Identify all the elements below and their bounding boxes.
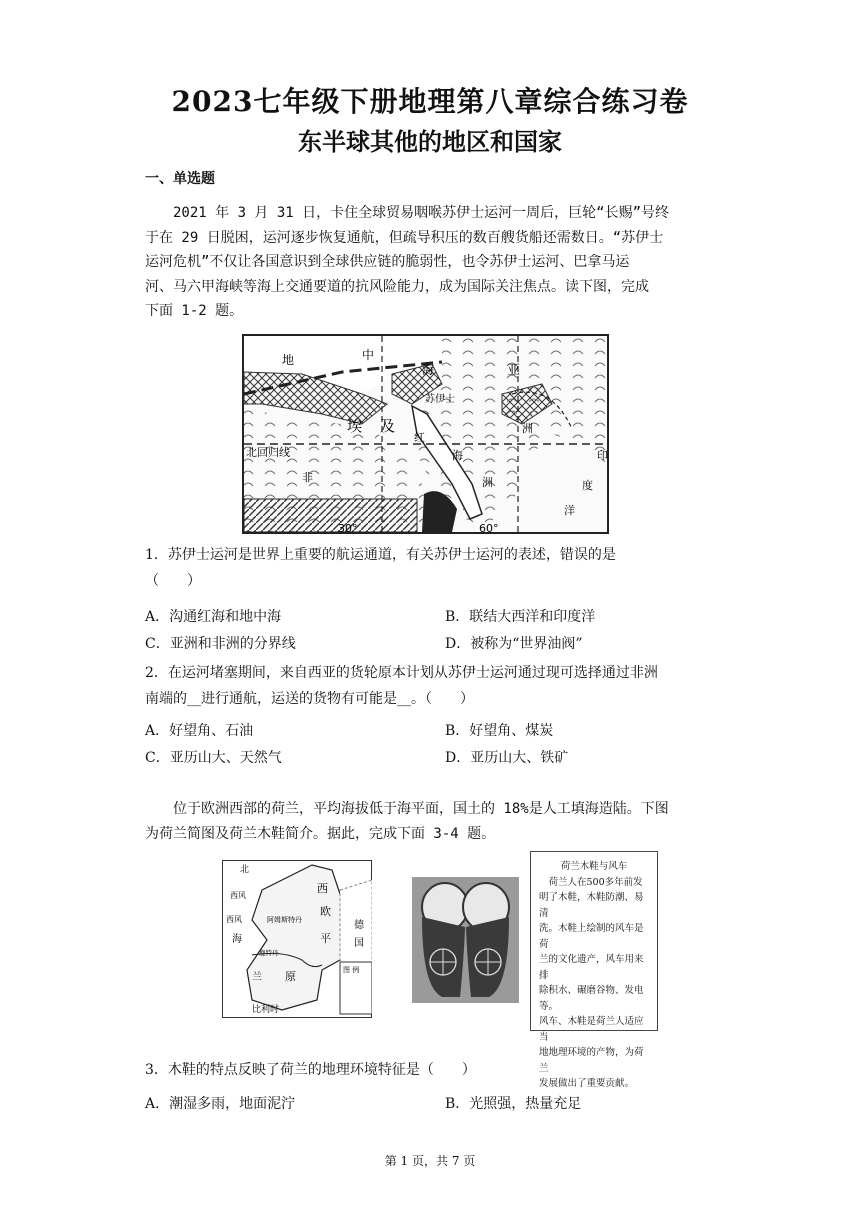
info-box-line: 明了木鞋，木鞋防潮、易清	[539, 892, 644, 919]
option-b: B．光照强，热量充足	[445, 1096, 582, 1112]
page-title: 2023七年级下册地理第八章综合练习卷	[171, 85, 689, 118]
map1-label: 海	[422, 363, 435, 377]
page-subtitle: 东半球其他的地区和国家	[298, 127, 562, 156]
map1-label: 红	[414, 431, 425, 444]
option-b: B．好望角、煤炭	[445, 723, 554, 739]
map2-label: 兰	[252, 972, 262, 983]
map1-label: 印	[597, 449, 608, 462]
map2-legend-title: 图 例	[343, 966, 360, 974]
map1-label: 地	[282, 353, 295, 367]
map2-label: 欧	[320, 905, 331, 918]
suez-map-figure	[242, 334, 609, 534]
passage-2	[145, 797, 730, 846]
option-c: C．亚洲和非洲的分界线	[145, 636, 296, 652]
map1-label: 海	[452, 449, 463, 462]
option-d: D．亚历山大、铁矿	[445, 750, 569, 766]
map2-label: 比利时	[252, 1005, 280, 1015]
info-box-line: 发展做出了重要贡献。	[539, 1078, 635, 1089]
map1-label: 非	[302, 471, 313, 484]
passage-1-line: 运河危机”不仅让各国意识到全球供应链的脆弱性，也令苏伊士运河、巴拿马运	[145, 254, 630, 270]
map2-label: 海	[232, 934, 242, 945]
passage-1-line: 河、马六甲海峡等海上交通要道的抗风险能力，成为国际关注焦点。读下图，完成	[145, 278, 649, 295]
option-d: D．被称为“世界油阀”	[445, 636, 583, 652]
map2-label: 原	[285, 970, 296, 983]
info-box-line: 洗。木鞋上绘制的风车是荷	[539, 923, 644, 950]
passage-1	[145, 201, 730, 324]
map1-label: 及	[380, 417, 396, 435]
info-box-line: 风车、木鞋是荷兰人适应当	[539, 1016, 644, 1043]
map2-label: 鹿特丹	[259, 949, 279, 957]
map1-label: 洲	[482, 476, 493, 489]
passage-2-line: 位于欧洲西部的荷兰，平均海拔低于海平面，国土的 18%是人工填海造陆。下图	[145, 801, 669, 817]
map1-label: 60°	[479, 522, 499, 534]
map1-label: 北回归线	[246, 446, 290, 459]
map1-label: 洋	[564, 504, 575, 517]
option-b: B．联结大西洋和印度洋	[445, 609, 596, 625]
map2-label: 平	[320, 932, 331, 945]
info-box-line: 荷兰人在500多年前发	[539, 876, 643, 888]
option-a: A．沟通红海和地中海	[145, 609, 282, 625]
wooden-shoe-photo	[412, 877, 519, 1003]
map1-label: 度	[582, 479, 593, 492]
question-1	[145, 542, 735, 594]
map2-label: 北	[240, 865, 250, 875]
map1-label: 中	[362, 348, 375, 362]
passage-1-line: 于在 29 日脱困，运河逐步恢复通航，但疏导积压的数百艘货船还需数日。“苏伊士	[145, 229, 664, 246]
map2-label: 西风	[230, 891, 246, 900]
question-1-stem-bracket: （ ）	[145, 573, 201, 589]
map1-label: 亚	[507, 363, 521, 378]
section-heading: 一、单选题	[145, 171, 215, 187]
map1-label: 洲	[522, 422, 533, 435]
map2-label: 国	[354, 938, 364, 949]
info-box-title: 荷兰木鞋与风车	[560, 861, 628, 872]
map1-label: 30°	[338, 522, 358, 534]
passage-2-line: 为荷兰简图及荷兰木鞋简介。据此，完成下面 3-4 题。	[145, 825, 496, 842]
netherlands-map-figure	[222, 860, 372, 1018]
passage-1-line: 下面 1-2 题。	[145, 303, 244, 319]
passage-1-line: 2021 年 3 月 31 日，卡住全球贸易咽喉苏伊士运河一周后，巨轮“长赐”号终	[145, 205, 670, 221]
map2-label: 西	[317, 882, 328, 895]
map1-label: 苏伊士	[425, 394, 455, 405]
question-2-stem-line2: 南端的__进行通航，运送的货物有可能是__。（ ）	[145, 691, 474, 707]
info-box-line: 除积水、碾磨谷物、发电等。	[539, 985, 644, 1012]
option-a: A．潮湿多雨，地面泥泞	[145, 1096, 296, 1112]
map2-label: 阿姆斯特丹	[267, 916, 302, 924]
wooden-shoe-info-box	[530, 851, 658, 1089]
page-footer: 第 1 页，共 7 页	[384, 1154, 476, 1168]
question-3-stem: 3．木鞋的特点反映了荷兰的地理环境特征是（ ）	[145, 1062, 476, 1078]
question-1-stem: 1．苏伊士运河是世界上重要的航运通道，有关苏伊士运河的表述，错误的是	[145, 547, 616, 563]
map2-label: 西风	[226, 915, 242, 924]
map1-label: 埃	[347, 417, 363, 435]
info-box-line: 兰的文化遗产，风车用来排	[539, 954, 644, 981]
question-3	[145, 1057, 735, 1083]
question-2-stem: 2．在运河堵塞期间，来自西亚的货轮原本计划从苏伊士运河通过现可选择通过非洲	[145, 665, 658, 681]
question-2	[145, 660, 735, 712]
map2-label: 德	[354, 920, 364, 931]
info-box-line: 地地理环境的产物，为荷兰	[539, 1047, 644, 1074]
option-a: A．好望角、石油	[145, 723, 254, 739]
option-c: C．亚历山大、天然气	[145, 750, 282, 766]
